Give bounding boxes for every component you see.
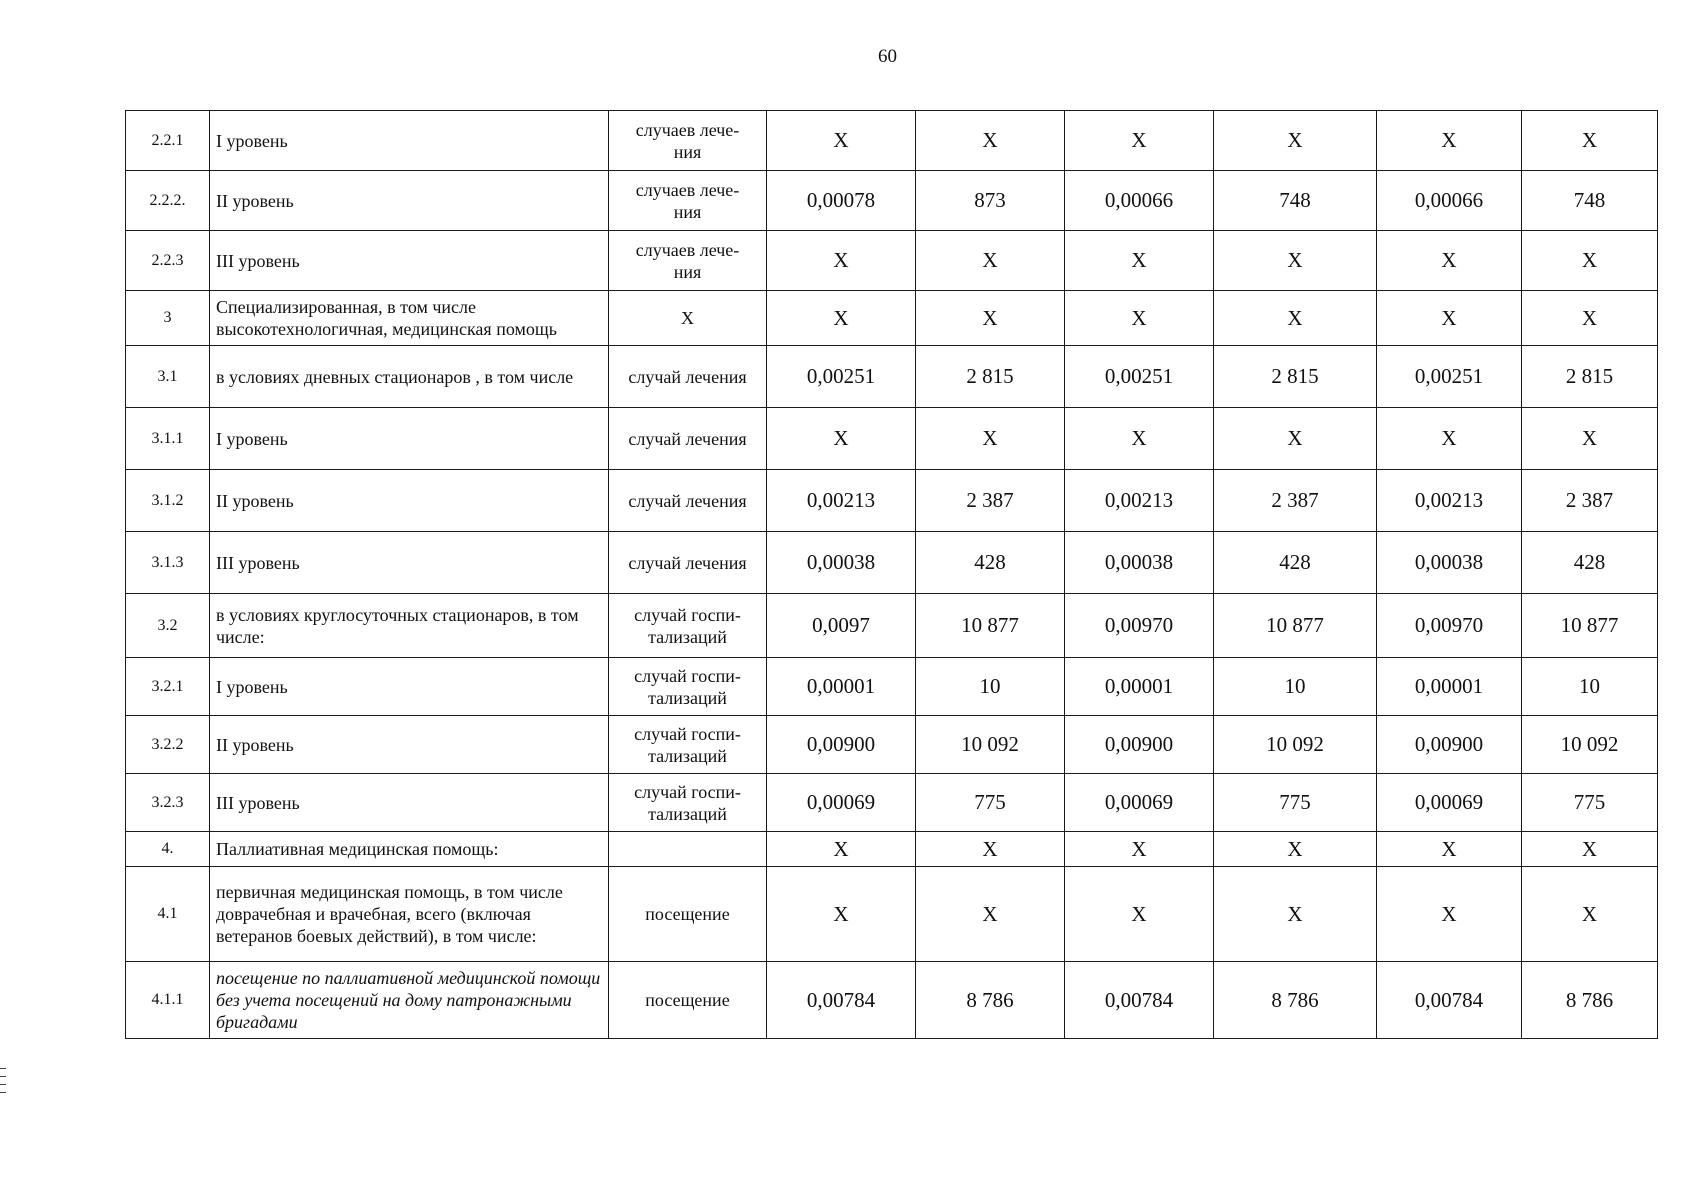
value-6: 748 xyxy=(1522,171,1658,231)
row-name: I уровень xyxy=(210,111,609,171)
table-row xyxy=(126,470,1658,532)
value-4: Х xyxy=(1214,832,1377,867)
row-number: 3.1.2 xyxy=(126,470,210,532)
row-name: III уровень xyxy=(210,231,609,291)
value-2: 873 xyxy=(916,171,1065,231)
row-number: 2.2.1 xyxy=(126,111,210,171)
value-6: 428 xyxy=(1522,532,1658,594)
value-4: 8 786 xyxy=(1214,962,1377,1039)
value-6: 10 092 xyxy=(1522,716,1658,774)
row-number: 3.2 xyxy=(126,594,210,658)
value-4: Х xyxy=(1214,291,1377,346)
data-table xyxy=(125,110,1658,1039)
value-6: Х xyxy=(1522,408,1658,470)
table-row xyxy=(126,658,1658,716)
value-2: Х xyxy=(916,231,1065,291)
unit-line: тализаций xyxy=(648,803,727,824)
value-1: 0,0097 xyxy=(767,594,916,658)
value-6: Х xyxy=(1522,111,1658,171)
row-name: III уровень xyxy=(210,532,609,594)
unit-line: случай лечения xyxy=(628,428,747,449)
value-2: 10 877 xyxy=(916,594,1065,658)
value-3: Х xyxy=(1065,111,1214,171)
unit-line: случай госпи- xyxy=(634,723,741,744)
unit-line: случай лечения xyxy=(628,552,747,573)
row-number: 3.2.3 xyxy=(126,774,210,832)
row-unit xyxy=(609,774,767,832)
row-name: I уровень xyxy=(210,408,609,470)
value-4: 428 xyxy=(1214,532,1377,594)
value-5: 0,00038 xyxy=(1377,532,1522,594)
value-2: 8 786 xyxy=(916,962,1065,1039)
value-3: 0,00038 xyxy=(1065,532,1214,594)
value-5: 0,00066 xyxy=(1377,171,1522,231)
table-row xyxy=(126,594,1658,658)
value-2: 10 xyxy=(916,658,1065,716)
table-row xyxy=(126,171,1658,231)
unit-line: случай госпи- xyxy=(634,604,741,625)
table-row xyxy=(126,867,1658,962)
margin-marks xyxy=(0,1068,6,1100)
value-1: Х xyxy=(767,867,916,962)
value-2: 775 xyxy=(916,774,1065,832)
value-1: 0,00038 xyxy=(767,532,916,594)
value-4: 2 815 xyxy=(1214,346,1377,408)
unit-line: посещение xyxy=(645,904,730,924)
unit-line: случай госпи- xyxy=(634,665,741,686)
value-5: Х xyxy=(1377,408,1522,470)
unit-line: тализаций xyxy=(648,687,727,708)
unit-line: ния xyxy=(673,261,702,282)
value-2: 2 815 xyxy=(916,346,1065,408)
value-4: 775 xyxy=(1214,774,1377,832)
value-6: Х xyxy=(1522,231,1658,291)
table-row xyxy=(126,408,1658,470)
row-unit xyxy=(609,594,767,658)
value-2: Х xyxy=(916,832,1065,867)
row-number: 4.1 xyxy=(126,867,210,962)
row-name: Паллиативная медицинская помощь: xyxy=(210,832,609,867)
unit-line: случай лечения xyxy=(628,366,747,387)
value-6: Х xyxy=(1522,832,1658,867)
value-6: 10 xyxy=(1522,658,1658,716)
value-3: 0,00001 xyxy=(1065,658,1214,716)
value-1: 0,00900 xyxy=(767,716,916,774)
row-unit xyxy=(609,346,767,408)
row-unit xyxy=(609,867,767,962)
row-unit xyxy=(609,532,767,594)
value-3: 0,00066 xyxy=(1065,171,1214,231)
row-number: 3.2.2 xyxy=(126,716,210,774)
row-name: Специализированная, в том числе высокотехнологичная, медицинская помощь xyxy=(210,291,609,346)
unit-line: случай лечения xyxy=(628,490,747,511)
value-3: 0,00970 xyxy=(1065,594,1214,658)
row-number: 2.2.2. xyxy=(126,171,210,231)
row-name: I уровень xyxy=(210,658,609,716)
row-unit xyxy=(609,408,767,470)
value-2: 2 387 xyxy=(916,470,1065,532)
value-1: 0,00213 xyxy=(767,470,916,532)
unit-line: Х xyxy=(681,308,694,328)
row-number: 3.1 xyxy=(126,346,210,408)
value-1: 0,00001 xyxy=(767,658,916,716)
value-3: Х xyxy=(1065,408,1214,470)
unit-line: случаев лече- xyxy=(635,239,740,260)
row-name: в условиях круглосуточных стационаров, в том числе: xyxy=(210,594,609,658)
table-row xyxy=(126,832,1658,867)
row-number: 2.2.3 xyxy=(126,231,210,291)
value-1: 0,00784 xyxy=(767,962,916,1039)
value-1: 0,00251 xyxy=(767,346,916,408)
row-name: посещение по паллиативной медицинской помощи без учета посещений на дому патронажными бригадами xyxy=(210,962,609,1039)
value-3: 0,00900 xyxy=(1065,716,1214,774)
row-number: 3.1.3 xyxy=(126,532,210,594)
value-3: Х xyxy=(1065,832,1214,867)
value-5: 0,00069 xyxy=(1377,774,1522,832)
value-1: Х xyxy=(767,111,916,171)
value-4: 10 877 xyxy=(1214,594,1377,658)
row-name: II уровень xyxy=(210,716,609,774)
table-row xyxy=(126,716,1658,774)
unit-line: случаев лече- xyxy=(635,119,740,140)
row-number: 4.1.1 xyxy=(126,962,210,1039)
row-unit xyxy=(609,962,767,1039)
value-4: 10 092 xyxy=(1214,716,1377,774)
value-2: Х xyxy=(916,111,1065,171)
row-number: 4. xyxy=(126,832,210,867)
value-1: Х xyxy=(767,291,916,346)
value-6: 2 815 xyxy=(1522,346,1658,408)
row-name: первичная медицинская помощь, в том числе доврачебная и врачебная, всего (включая ветеранов боевых действий), в том числе: xyxy=(210,867,609,962)
table-row xyxy=(126,532,1658,594)
value-3: Х xyxy=(1065,291,1214,346)
unit-line: ния xyxy=(673,201,702,222)
value-1: Х xyxy=(767,832,916,867)
value-6: Х xyxy=(1522,867,1658,962)
table-body xyxy=(126,111,1658,1039)
value-4: Х xyxy=(1214,408,1377,470)
row-unit xyxy=(609,231,767,291)
table-row xyxy=(126,111,1658,171)
value-5: Х xyxy=(1377,867,1522,962)
value-5: Х xyxy=(1377,291,1522,346)
value-5: Х xyxy=(1377,111,1522,171)
value-1: 0,00069 xyxy=(767,774,916,832)
table-row xyxy=(126,231,1658,291)
value-3: 0,00213 xyxy=(1065,470,1214,532)
row-number: 3 xyxy=(126,291,210,346)
value-3: 0,00069 xyxy=(1065,774,1214,832)
row-unit xyxy=(609,832,767,867)
row-number: 3.1.1 xyxy=(126,408,210,470)
value-3: 0,00251 xyxy=(1065,346,1214,408)
row-name: в условиях дневных стационаров , в том числе xyxy=(210,346,609,408)
value-2: Х xyxy=(916,408,1065,470)
unit-line: тализаций xyxy=(648,626,727,647)
value-5: 0,00900 xyxy=(1377,716,1522,774)
row-unit xyxy=(609,111,767,171)
value-6: 8 786 xyxy=(1522,962,1658,1039)
value-5: 0,00970 xyxy=(1377,594,1522,658)
row-name: II уровень xyxy=(210,470,609,532)
value-6: 10 877 xyxy=(1522,594,1658,658)
value-3: 0,00784 xyxy=(1065,962,1214,1039)
value-2: 428 xyxy=(916,532,1065,594)
row-name: III уровень xyxy=(210,774,609,832)
unit-line: случай госпи- xyxy=(634,781,741,802)
value-1: Х xyxy=(767,231,916,291)
table-row xyxy=(126,962,1658,1039)
table-row xyxy=(126,346,1658,408)
value-4: Х xyxy=(1214,867,1377,962)
table-container xyxy=(125,110,1658,1039)
row-number: 3.2.1 xyxy=(126,658,210,716)
value-5: 0,00251 xyxy=(1377,346,1522,408)
row-unit xyxy=(609,470,767,532)
value-4: Х xyxy=(1214,111,1377,171)
value-6: Х xyxy=(1522,291,1658,346)
unit-line: случаев лече- xyxy=(635,179,740,200)
value-4: Х xyxy=(1214,231,1377,291)
row-unit xyxy=(609,658,767,716)
row-unit xyxy=(609,716,767,774)
value-5: 0,00001 xyxy=(1377,658,1522,716)
value-5: Х xyxy=(1377,231,1522,291)
value-5: 0,00213 xyxy=(1377,470,1522,532)
value-3: Х xyxy=(1065,231,1214,291)
table-row xyxy=(126,774,1658,832)
page-number: 60 xyxy=(878,46,897,67)
value-2: 10 092 xyxy=(916,716,1065,774)
value-5: 0,00784 xyxy=(1377,962,1522,1039)
value-6: 775 xyxy=(1522,774,1658,832)
value-5: Х xyxy=(1377,832,1522,867)
unit-line: посещение xyxy=(645,990,730,1010)
value-3: Х xyxy=(1065,867,1214,962)
unit-line: ния xyxy=(673,141,702,162)
row-name: II уровень xyxy=(210,171,609,231)
value-4: 2 387 xyxy=(1214,470,1377,532)
value-2: Х xyxy=(916,291,1065,346)
row-unit xyxy=(609,171,767,231)
value-6: 2 387 xyxy=(1522,470,1658,532)
value-1: Х xyxy=(767,408,916,470)
table-row xyxy=(126,291,1658,346)
unit-line: тализаций xyxy=(648,745,727,766)
value-2: Х xyxy=(916,867,1065,962)
value-4: 10 xyxy=(1214,658,1377,716)
row-unit xyxy=(609,291,767,346)
value-1: 0,00078 xyxy=(767,171,916,231)
value-4: 748 xyxy=(1214,171,1377,231)
